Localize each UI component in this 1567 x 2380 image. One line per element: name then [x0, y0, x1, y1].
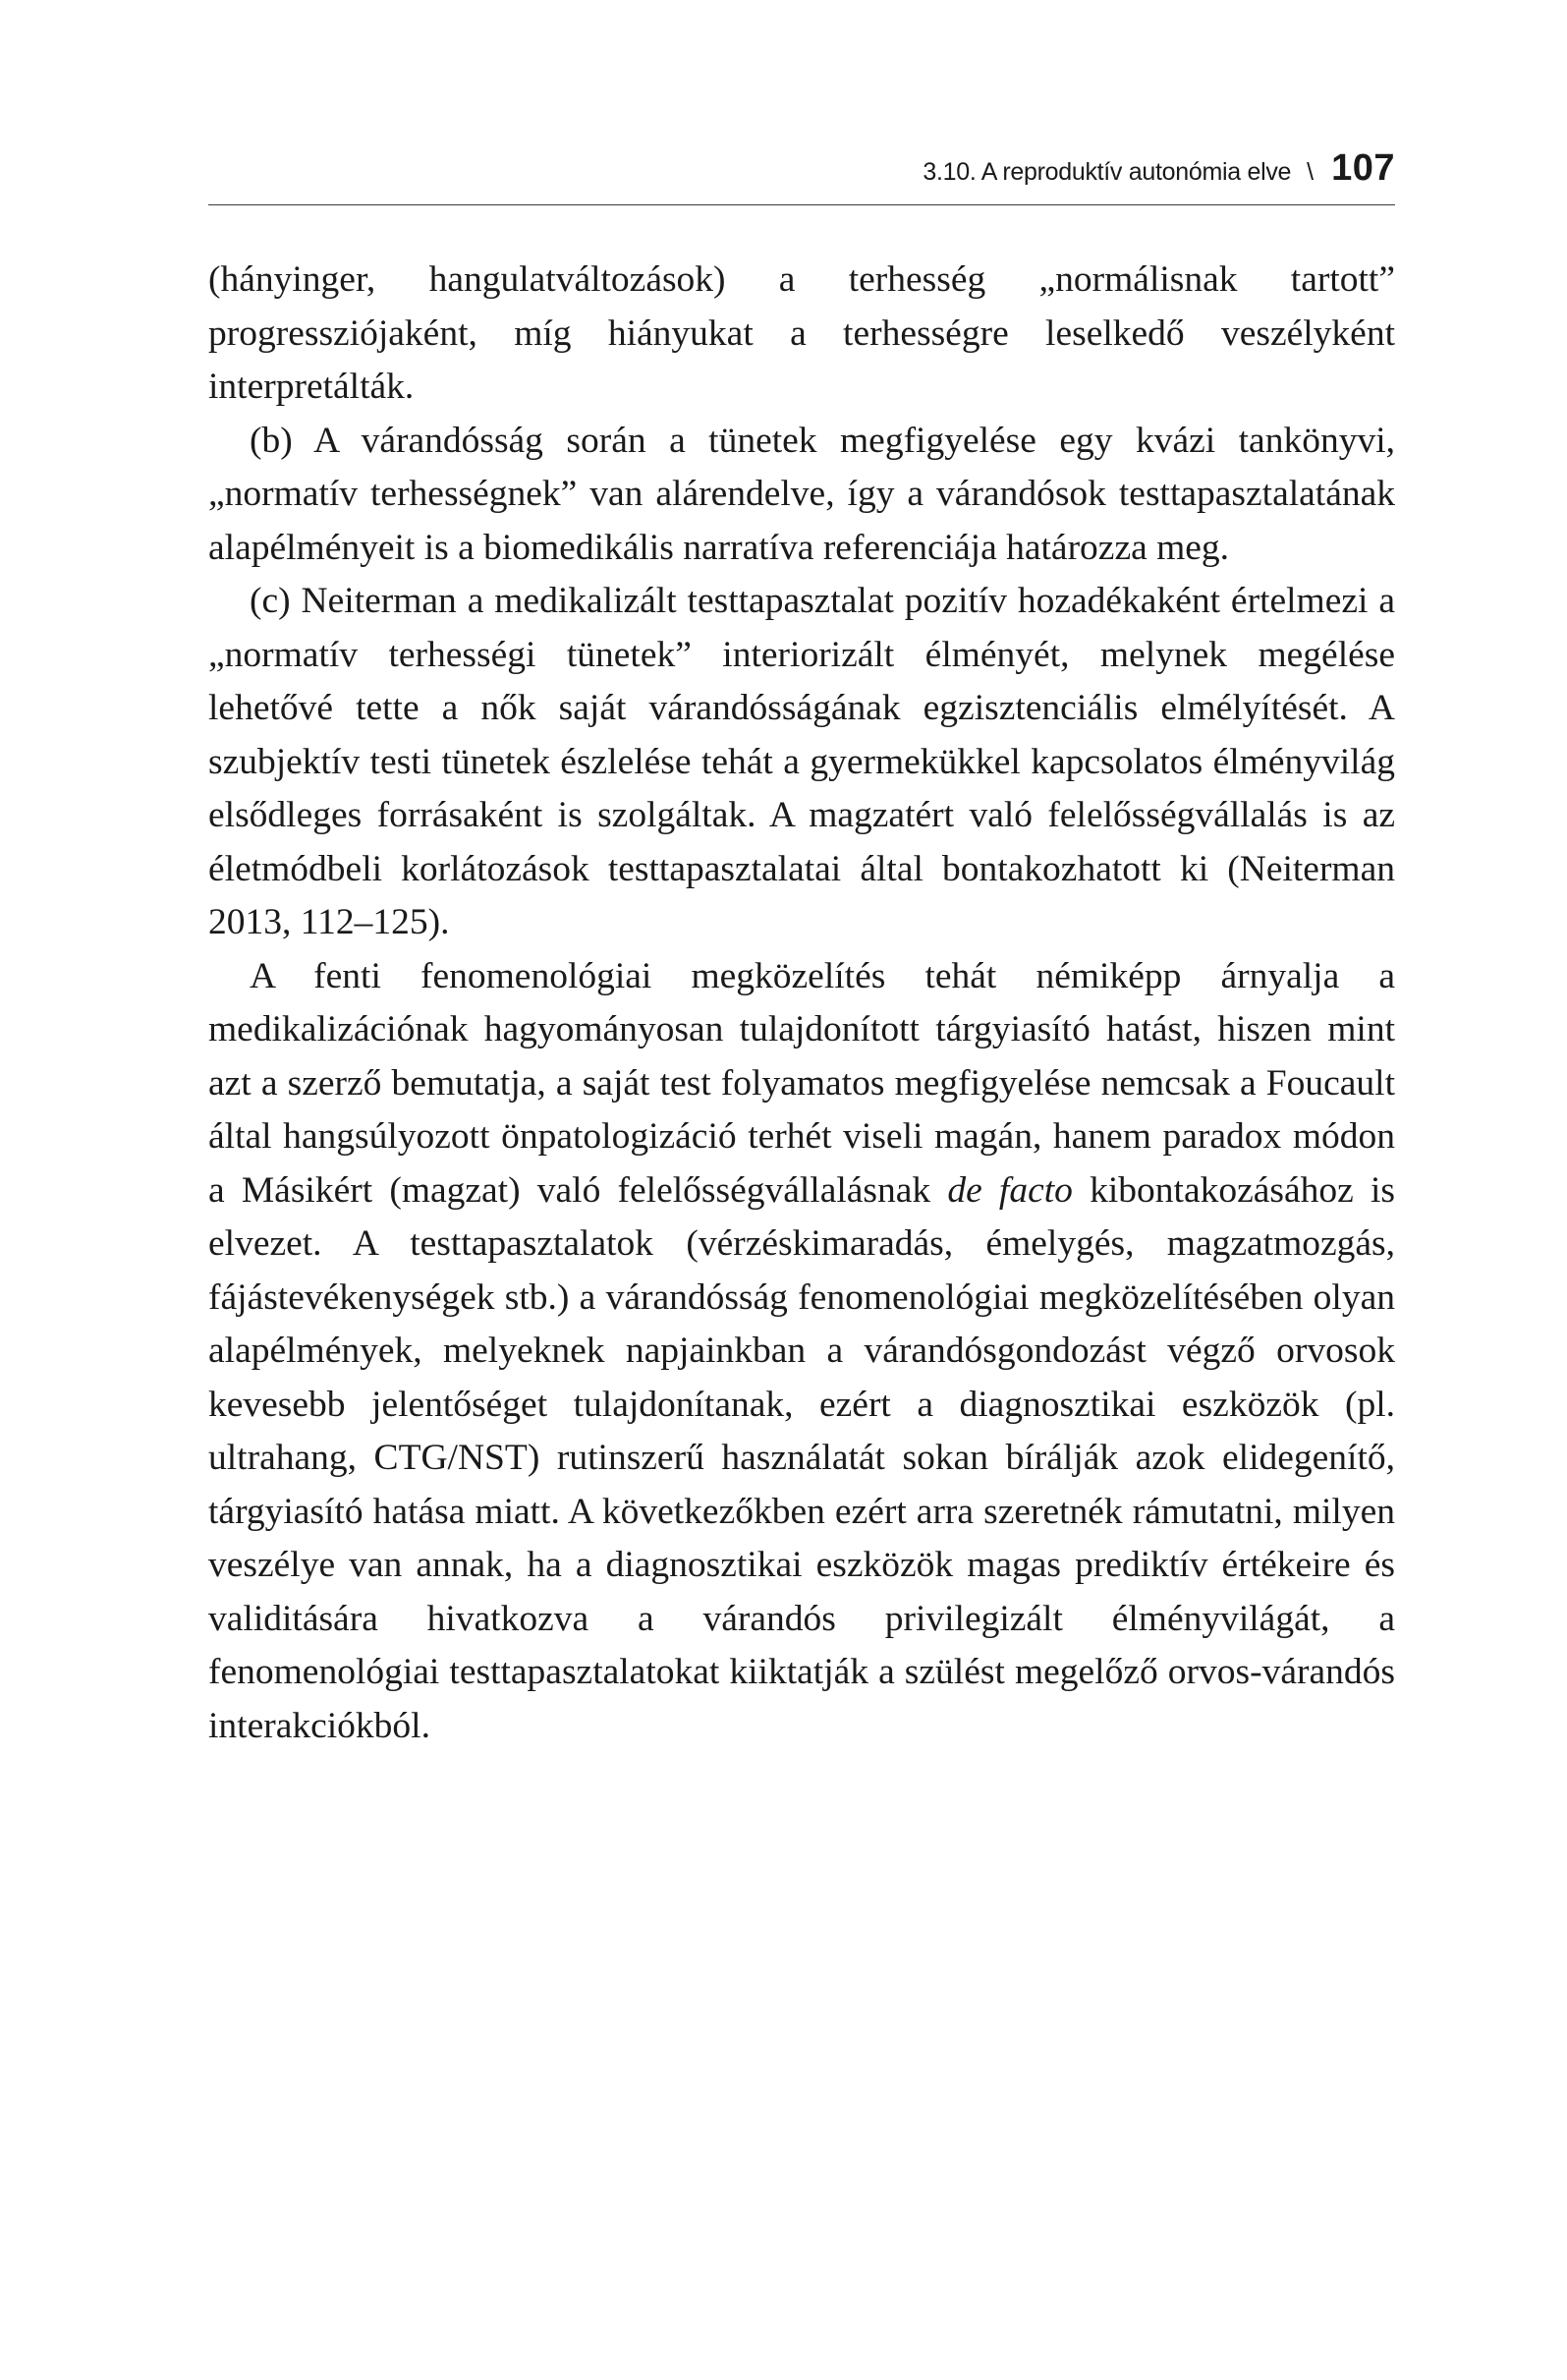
body-text — [208, 254, 1395, 1753]
paragraph-1: (hányinger, hangulatváltozások) a terhesség „normálisnak tartott” progressziójaként, míg hiányukat a terhességre leselkedő veszélyként interpretálták. — [208, 259, 1395, 407]
italic-term: de facto — [947, 1169, 1073, 1211]
running-title: 3.10. A reproduktív autonómia elve — [923, 158, 1292, 186]
header-content — [923, 147, 1395, 190]
header-separator: \ — [1307, 158, 1315, 186]
paragraph-2: (b) A várandósság során a tünetek megfigyelése egy kvázi tankönyvi, „normatív terhességnek” van alárendelve, így a várandósok testtapasztalatának alapélményeit is a biomedikális narratíva referenciája határozza meg. — [208, 420, 1395, 568]
running-header — [208, 145, 1395, 205]
paragraph-3: (c) Neiterman a medikalizált testtapasztalat pozitív hozadékaként értelmezi a „normatív terhességi tünetek” interiorizált élményét, melynek megélése lehetővé tette a nők saját várandósságának egzisztenciális elmélyítését. A szubjektív testi tünetek észlelése tehát a gyermekükkel kapcsolatos élményvilág elsődleges forrásaként is szolgáltak. A magzatért való felelősségvállalás is az életmódbeli korlátozások testtapasztalatai által bontakozhatott ki (Neiterman 2013, 112–125). — [208, 581, 1395, 942]
paragraph-4-part-2: kibontakozásához is elvezet. A testtapasztalatok (vérzéskimaradás, émelygés, magzatmozgás, fájástevékenységek stb.) a várandósság fenomenológiai megközelítésében olyan alapélmények, melyeknek napjainkban a várandósgondozást végző orvosok kevesebb jelentőséget tulajdonítanak, ezért a diagnosztikai eszközök (pl. ultrahang, CTG/NST) rutinszerű használatát sokan bírálják azok elidegenítő, tárgyiasító hatása miatt. A következőkben ezért arra szeretnék rámutatni, milyen veszélye van annak, ha a diagnosztikai eszközök magas prediktív értékeire és validitására hivatkozva a várandós privilegizált élményvilágát, a fenomenológiai testtapasztalatokat kiiktatják a szülést megelőző orvos-várandós interakciókból. — [208, 1169, 1395, 1746]
page-number: 107 — [1331, 147, 1395, 189]
paragraph-4 — [208, 950, 1395, 1754]
paragraph-4-part-1: A fenti fenomenológiai megközelítés tehát némiképp árnyalja a medikalizációnak hagyományosan tulajdonított tárgyiasító hatást, hiszen mint azt a szerző bemutatja, a saját test folyamatos megfigyelése nemcsak a Foucault által hangsúlyozott önpatologizáció terhét viseli magán, hanem paradox módon a Másikért (magzat) való felelősségvállalásnak — [208, 955, 1395, 1211]
